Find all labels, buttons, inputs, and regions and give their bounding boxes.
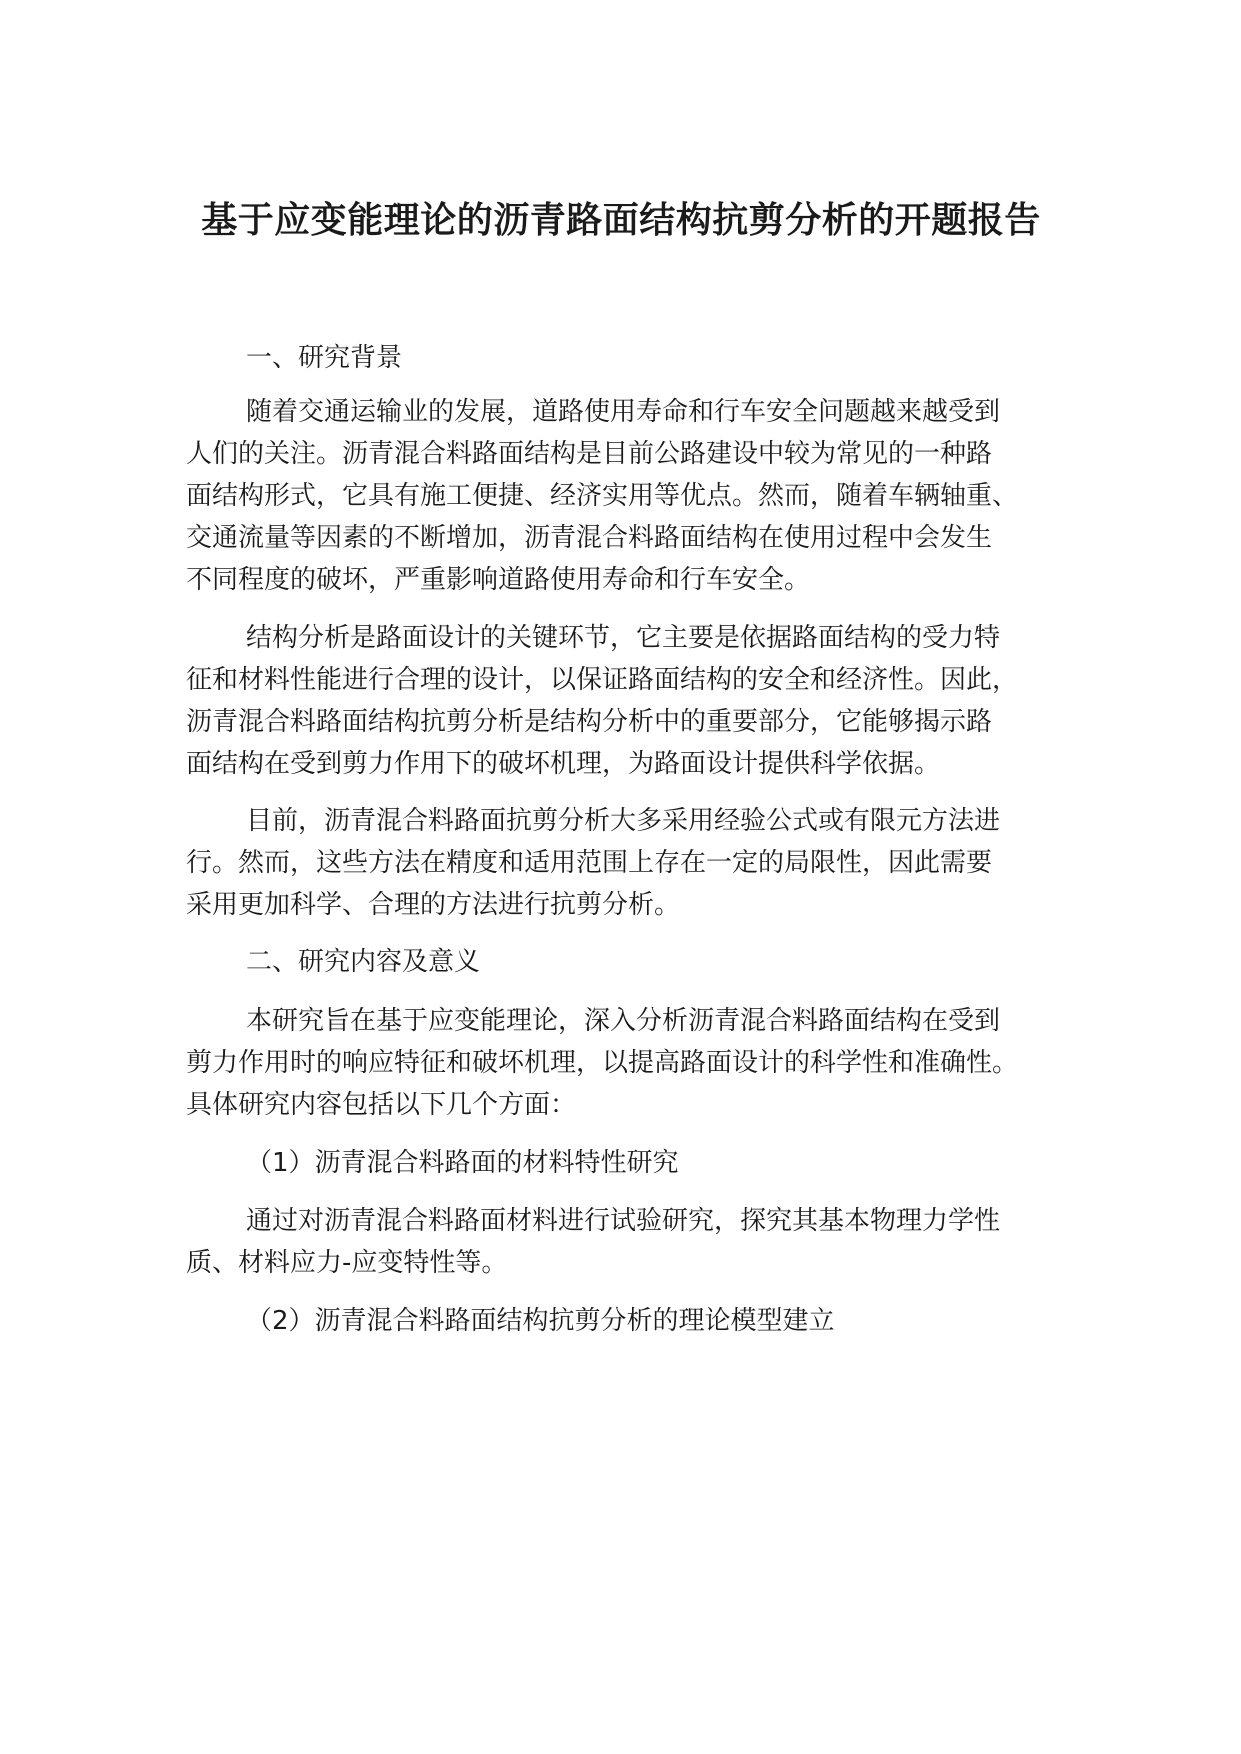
paragraph-line: 剪力作用时的响应特征和破坏机理，以提高路面设计的科学性和准确性。 — [186, 1048, 1019, 1078]
paragraph-line: 本研究旨在基于应变能理论，深入分析沥青混合料路面结构在受到 — [246, 1006, 1001, 1036]
section-heading-background: 一、研究背景 — [246, 343, 403, 373]
paragraph-line: 征和材料性能进行合理的设计，以保证路面结构的安全和经济性。因此， — [186, 665, 1019, 695]
subsection-heading-2: （2）沥青混合料路面结构抗剪分析的理论模型建立 — [246, 1306, 835, 1336]
paragraph-line: 具体研究内容包括以下几个方面： — [186, 1090, 577, 1120]
paragraph-line: 行。然而，这些方法在精度和适用范围上存在一定的局限性，因此需要 — [186, 848, 993, 878]
paragraph-line: 沥青混合料路面结构抗剪分析是结构分析中的重要部分，它能够揭示路 — [186, 707, 993, 737]
paragraph-line: 面结构在受到剪力作用下的破坏机理，为路面设计提供科学依据。 — [186, 749, 941, 779]
paragraph-line: 随着交通运输业的发展，道路使用寿命和行车安全问题越来越受到 — [246, 397, 1001, 427]
subsection-heading-1: （1）沥青混合料路面的材料特性研究 — [246, 1148, 679, 1178]
paragraph-line: 结构分析是路面设计的关键环节，它主要是依据路面结构的受力特 — [246, 623, 1001, 653]
paragraph-line: 交通流量等因素的不断增加，沥青混合料路面结构在使用过程中会发生 — [186, 523, 993, 553]
paragraph-line: 面结构形式，它具有施工便捷、经济实用等优点。然而，随着车辆轴重、 — [186, 481, 1019, 511]
paragraph-line: 质、材料应力-应变特性等。 — [186, 1248, 508, 1278]
paragraph-line: 采用更加科学、合理的方法进行抗剪分析。 — [186, 890, 681, 920]
section-heading-content: 二、研究内容及意义 — [246, 947, 481, 977]
paragraph-line: 不同程度的破坏，严重影响道路使用寿命和行车安全。 — [186, 565, 811, 595]
document-title: 基于应变能理论的沥青路面结构抗剪分析的开题报告 — [201, 200, 1041, 241]
paragraph-line: 人们的关注。沥青混合料路面结构是目前公路建设中较为常见的一种路 — [186, 439, 993, 469]
paragraph-line: 目前，沥青混合料路面抗剪分析大多采用经验公式或有限元方法进 — [246, 806, 1001, 836]
paragraph-line: 通过对沥青混合料路面材料进行试验研究，探究其基本物理力学性 — [246, 1206, 1001, 1236]
